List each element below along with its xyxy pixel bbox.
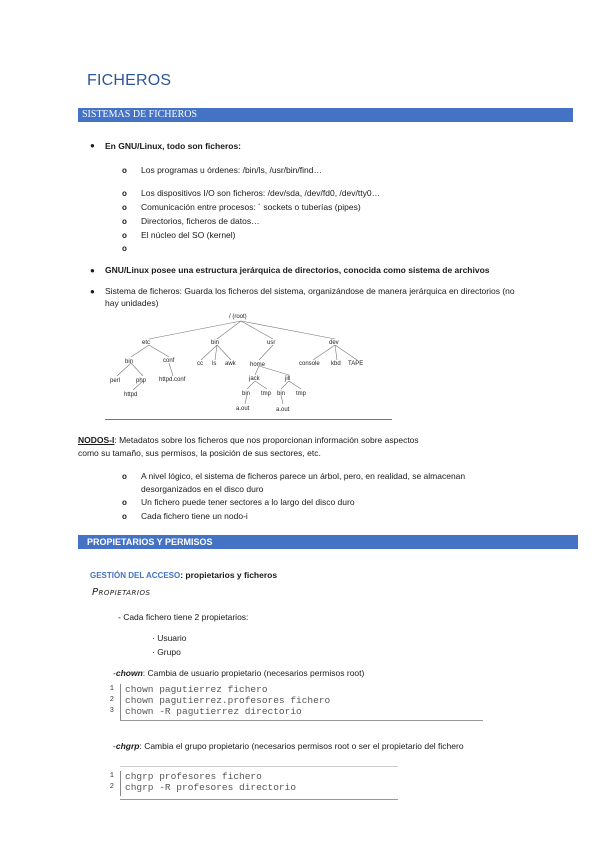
chown-line-numbers — [106, 684, 114, 717]
sub-item: El núcleo del SO (kernel) — [141, 230, 236, 240]
tree-node: ls — [212, 361, 217, 367]
propietarios-heading: Propietarios — [92, 587, 151, 598]
chgrp-code-block — [120, 771, 296, 796]
bullet-icon: ● — [90, 266, 95, 275]
tree-node: bin — [125, 359, 134, 365]
bullet-text: GNU/Linux posee una estructura jerárquica de directorios, conocida como sistema de archivos — [105, 265, 490, 275]
nodos-text: : Metadatos sobre los ficheros que nos proporcionan información sobre aspectos — [114, 435, 419, 445]
cada-fichero-text: - Cada fichero tiene 2 propietarios: — [118, 612, 249, 622]
code-line: chown pagutierrez fichero — [125, 684, 268, 695]
sub-item: Los dispositivos I/O son ficheros: /dev/sda, /dev/fd0, /dev/tty0… — [141, 188, 381, 198]
code-line: chgrp -R profesores directorio — [125, 782, 297, 793]
code-divider — [120, 799, 398, 800]
sub-bullet-icon: o — [122, 472, 127, 481]
divider — [105, 419, 392, 420]
tree-node: perl — [110, 378, 121, 384]
bullet-text: Sistema de ficheros: Guarda los ficheros del sistema, organizándose de manera jerárquica en directorios (no — [105, 286, 515, 296]
tree-node: jill — [285, 376, 291, 382]
bullet-text: hay unidades) — [105, 298, 159, 308]
code-line: chown -R pagutierrez directorio — [125, 706, 302, 717]
tree-node: dev — [329, 340, 339, 346]
chgrp-description: : Cambia el grupo propietario (necesarios permisos root o ser el propietario del fichero — [139, 741, 464, 751]
directory-tree-diagram — [105, 309, 395, 417]
owner-item: · Grupo — [152, 647, 181, 657]
line-number: 2 — [109, 696, 114, 704]
gestion-line — [90, 569, 277, 582]
tree-node: usr — [267, 340, 276, 346]
line-number: 3 — [109, 707, 114, 715]
owner-item: · Usuario — [152, 633, 187, 643]
gestion-text: : propietarios y ficheros — [180, 570, 278, 580]
code-divider — [120, 720, 483, 721]
sub-item: Un fichero puede tener sectores a lo largo del disco duro — [141, 497, 355, 507]
tree-node: awk — [225, 361, 236, 367]
sub-bullet-icon: o — [122, 244, 127, 253]
sub-bullet-icon: o — [122, 498, 127, 507]
tree-node: etc — [142, 340, 151, 346]
sub-bullet-icon: o — [122, 166, 127, 175]
chgrp-line — [113, 740, 464, 752]
chown-description: : Cambia de usuario propietario (necesarios permisos root) — [142, 668, 365, 678]
tree-node: bin — [242, 391, 251, 397]
tree-node: tmp — [261, 391, 272, 397]
tree-node: a.out — [276, 407, 290, 413]
chown-command: chown — [115, 668, 143, 678]
chown-dash: - — [113, 668, 116, 678]
nodos-label: NODOS-I — [78, 435, 115, 445]
line-number: 1 — [109, 772, 114, 780]
sub-item: desorganizados en el disco duro — [141, 484, 264, 494]
section-header-sistemas: SISTEMAS DE FICHEROS — [78, 108, 573, 122]
tree-node: a.out — [236, 406, 250, 412]
gestion-label: GESTIÓN DEL ACCESO — [90, 571, 181, 580]
tree-node: httpd.conf — [159, 377, 186, 383]
sub-bullet-icon: o — [122, 189, 127, 198]
tree-node: bin — [277, 391, 286, 397]
code-line: chown pagutierrez.profesores fichero — [125, 695, 331, 706]
line-number: 1 — [109, 685, 114, 693]
section-header-propietarios: PROPIETARIOS Y PERMISOS — [78, 535, 578, 549]
tree-node: httpd — [124, 392, 138, 398]
chown-code-block — [120, 684, 330, 720]
sub-item: Cada fichero tiene un nodo-i — [141, 511, 248, 521]
sub-bullet-icon: o — [122, 231, 127, 240]
bullet-icon: ● — [90, 141, 95, 150]
tree-node: kbd — [331, 361, 341, 367]
chgrp-dash: - — [113, 741, 116, 751]
line-number: 2 — [109, 783, 114, 791]
sub-bullet-icon: o — [122, 203, 127, 212]
tree-node: console — [299, 361, 320, 367]
tree-node: / (root) — [229, 314, 247, 320]
tree-node: tmp — [296, 391, 307, 397]
tree-node: bin — [211, 340, 220, 346]
chown-line — [113, 667, 364, 679]
tree-node: home — [250, 362, 266, 368]
nodos-paragraph — [78, 434, 419, 446]
sub-item: A nivel lógico, el sistema de ficheros parece un árbol, pero, en realidad, se almacenan — [141, 471, 466, 481]
sub-bullet-icon: o — [122, 512, 127, 521]
chgrp-command: chgrp — [115, 741, 140, 751]
bullet-icon: ● — [90, 287, 95, 296]
page-title: FICHEROS — [87, 72, 172, 89]
sub-bullet-icon: o — [122, 217, 127, 226]
tree-node: jack — [249, 376, 260, 382]
nodos-text-line2: como su tamaño, sus permisos, la posición de sus sectores, etc. — [78, 448, 321, 458]
bullet-text: En GNU/Linux, todo son ficheros: — [105, 141, 241, 151]
tree-node: cc — [197, 361, 203, 367]
tree-node: php — [136, 378, 147, 384]
sub-item: Directorios, ficheros de datos… — [141, 216, 260, 226]
sub-item: Los programas u órdenes: /bin/ls, /usr/bin/find… — [141, 165, 322, 175]
chgrp-line-numbers — [106, 771, 114, 793]
code-top-divider — [120, 766, 398, 767]
tree-node: TAPE — [348, 361, 364, 367]
tree-node: conf — [163, 358, 175, 364]
sub-item: Comunicación entre procesos: ´ sockets o tuberías (pipes) — [141, 202, 361, 212]
code-line: chgrp profesores fichero — [125, 771, 262, 782]
